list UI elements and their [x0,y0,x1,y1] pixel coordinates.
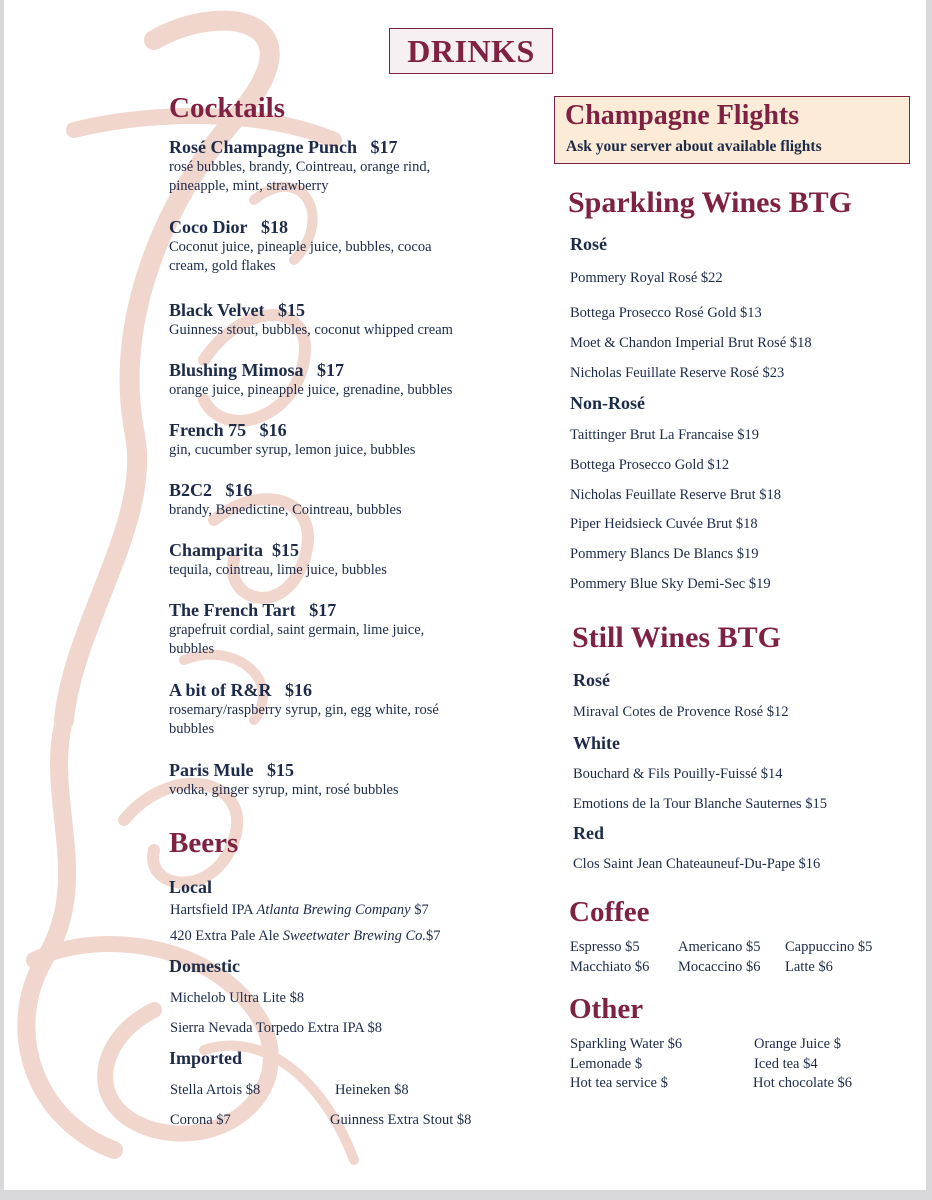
beer-imported-heading: Imported [169,1048,242,1068]
cocktail-item [169,300,453,340]
cocktail-desc: gin, cucumber syrup, lemon juice, bubbles [169,442,416,458]
beer-name: Hartsfield IPA [170,902,253,918]
beer-domestic-heading: Domestic [169,956,240,976]
other-item: Lemonade $ [570,1056,643,1072]
beer-brewery: Sweetwater Brewing Co. [282,928,427,944]
beer-brewery: Atlanta Brewing Company [256,902,411,918]
cocktail-desc: vodka, ginger syrup, mint, rosé bubbles [169,782,399,798]
cocktail-price: $15 [278,300,306,320]
cocktail-price: $17 [309,600,337,620]
beer-name: 420 Extra Pale Ale [170,928,280,944]
cocktail-name: French 75 [169,420,247,440]
cocktail-item [169,217,432,276]
wine-item: Pommery Blue Sky Demi-Sec $19 [570,576,771,592]
beer-item: Corona $7 [170,1112,231,1128]
cocktail-desc: cream, gold flakes [169,258,276,274]
cocktail-price: $18 [260,217,288,237]
cocktail-desc: bubbles [169,641,215,657]
other-item: Sparkling Water $6 [570,1036,683,1052]
cocktail-item [169,540,387,580]
cocktail-name: Coco Dior [169,217,248,237]
cocktail-name: B2C2 [169,480,213,500]
cocktail-name: Black Velvet [169,300,265,320]
wine-item: Nicholas Feuillate Reserve Rosé $23 [570,365,785,381]
cocktail-name: The French Tart [169,600,296,620]
other-item: Hot chocolate $6 [753,1075,853,1091]
cocktail-price: $16 [225,480,253,500]
cocktail-price: $17 [370,137,398,157]
still-heading: Still Wines BTG [572,621,781,654]
cocktail-item [169,680,439,739]
still-red-heading: Red [573,823,604,843]
sparkling-rose-heading: Rosé [570,234,607,254]
coffee-item: Americano $5 [678,939,761,955]
cocktail-desc: rosemary/raspberry syrup, gin, egg white, rosé [169,702,439,718]
coffee-item: Macchiato $6 [570,959,650,975]
cocktail-desc: Coconut juice, pineaple juice, bubbles, cocoa [169,239,432,255]
beer-item [170,902,429,919]
beer-price: $7 [426,928,441,944]
wine-item: Clos Saint Jean Chateauneuf-Du-Pape $16 [573,856,821,872]
cocktail-item [169,480,402,520]
beer-item: Stella Artois $8 [170,1082,261,1098]
watermark-logo [4,0,926,1190]
wine-item: Moet & Chandon Imperial Brut Rosé $18 [570,335,812,351]
still-rose-heading: Rosé [573,670,610,690]
wine-item: Pommery Blancs De Blancs $19 [570,546,759,562]
cocktail-price: $17 [317,360,345,380]
cocktail-name: Blushing Mimosa [169,360,304,380]
cocktail-desc: brandy, Benedictine, Cointreau, bubbles [169,502,402,518]
champagne-flights-box [554,96,910,164]
beer-local-heading: Local [169,877,212,897]
wine-item: Emotions de la Tour Blanche Sauternes $15 [573,796,828,812]
other-item: Hot tea service $ [570,1075,668,1091]
still-white-heading: White [573,733,620,753]
beer-item: Sierra Nevada Torpedo Extra IPA $8 [170,1020,383,1036]
wine-item: Miraval Cotes de Provence Rosé $12 [573,704,789,720]
wine-item: Taittinger Brut La Francaise $19 [570,427,760,443]
other-item: Orange Juice $ [754,1036,841,1052]
cocktail-desc: Guinness stout, bubbles, coconut whipped cream [169,322,453,338]
cocktail-price: $15 [272,540,299,560]
beer-item: Michelob Ultra Lite $8 [170,990,305,1006]
coffee-item: Cappuccino $5 [785,939,873,955]
flights-title: Champagne Flights [565,100,800,131]
wine-item: Bottega Prosecco Rosé Gold $13 [570,305,762,321]
cocktail-desc: tequila, cointreau, lime juice, bubbles [169,562,387,578]
wine-item: Nicholas Feuillate Reserve Brut $18 [570,487,782,503]
flights-subtitle: Ask your server about available flights [566,138,822,155]
coffee-item: Mocaccino $6 [678,959,761,975]
cocktail-price: $15 [266,760,294,780]
cocktail-desc: pineapple, mint, strawberry [169,178,329,194]
cocktail-price: $16 [259,420,287,440]
cocktail-name: A bit of R&R [169,680,272,700]
cocktail-desc: bubbles [169,721,215,737]
cocktail-item [169,360,452,400]
cocktails-heading: Cocktails [169,92,285,124]
cocktail-item [169,420,415,460]
page-title: DRINKS [389,28,553,74]
beer-item: Heineken $8 [335,1082,409,1098]
coffee-item: Espresso $5 [570,939,640,955]
cocktail-desc: rosé bubbles, brandy, Cointreau, orange rind, [169,159,431,175]
wine-item: Pommery Royal Rosé $22 [570,270,723,286]
sparkling-nonrose-heading: Non-Rosé [570,393,645,413]
cocktail-item [169,600,424,659]
wine-item: Bouchard & Fils Pouilly-Fuissé $14 [573,766,783,782]
cocktail-desc: orange juice, pineapple juice, grenadine, bubbles [169,382,453,398]
cocktail-name: Rosé Champagne Punch [169,137,358,157]
menu-page [4,0,926,1190]
cocktail-desc: grapefruit cordial, saint germain, lime juice, [169,622,425,638]
cocktail-name: Paris Mule [169,760,254,780]
coffee-heading: Coffee [569,896,650,928]
wine-item: Bottega Prosecco Gold $12 [570,457,730,473]
cocktail-price: $16 [285,680,312,700]
other-item: Iced tea $4 [754,1056,818,1072]
cocktail-name: Champarita [169,540,263,560]
wine-item: Piper Heidsieck Cuvée Brut $18 [570,516,758,532]
other-heading: Other [569,993,644,1025]
cocktail-item [169,137,430,196]
beers-heading: Beers [169,827,239,859]
coffee-item: Latte $6 [785,959,833,975]
cocktail-item [169,760,399,800]
sparkling-heading: Sparkling Wines BTG [568,186,853,219]
beer-item: Guinness Extra Stout $8 [330,1112,472,1128]
beer-price: $7 [414,902,429,918]
beer-item [170,928,441,945]
